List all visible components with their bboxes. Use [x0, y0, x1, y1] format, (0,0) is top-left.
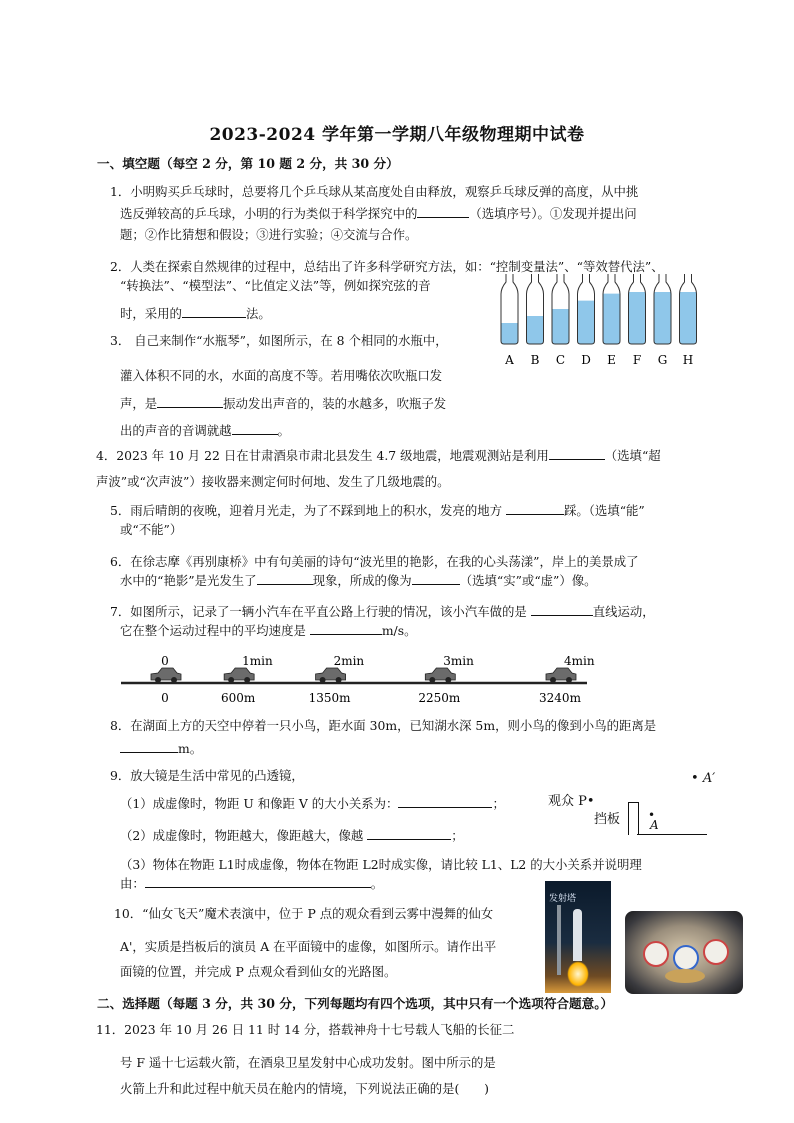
- q7-text2: 直线运动，: [592, 604, 655, 619]
- q9-answer-blank-2[interactable]: [367, 827, 451, 840]
- astronaut-2: [673, 945, 699, 971]
- rocket-launch-photo: [545, 881, 611, 993]
- point-a-dot: •: [648, 808, 656, 822]
- q4-text2: （选填“超: [604, 448, 661, 463]
- car-wheel-3-0: [429, 677, 435, 683]
- car-time-label-4: 4min: [564, 654, 595, 668]
- q6-line1: 6．在徐志摩《再别康桥》中有句美丽的诗句“波光里的艳影，在我的心头荡漾”，岸上的美景成了: [110, 554, 639, 569]
- mirror-figure: [540, 768, 720, 840]
- q9-answer-blank-3[interactable]: [145, 875, 371, 888]
- point-a-prime: • A′: [691, 771, 716, 786]
- photo-label: 发射塔: [549, 894, 577, 904]
- car-time-label-2: 2min: [333, 654, 365, 668]
- q8-text2: m。: [178, 741, 203, 756]
- q3-answer-blank-1[interactable]: [157, 395, 223, 408]
- q7-answer-blank-2[interactable]: [310, 622, 382, 635]
- car-distance-label-2: 1350m: [308, 691, 351, 705]
- point-a-label: A: [650, 818, 659, 832]
- section-1-heading: 一、填空题（每空 2 分，第 10 题 2 分，共 30 分）: [97, 156, 399, 171]
- q11-line1: 11．2023 年 10 月 26 日 11 时 14 分，搭载神舟十七号载人飞船的长征二: [96, 1022, 515, 1037]
- q7-line2: [120, 622, 417, 640]
- bottle-label-a: A: [505, 353, 514, 367]
- q2-answer-blank[interactable]: [182, 305, 246, 318]
- q5-answer-blank[interactable]: [506, 502, 564, 515]
- car-distance-label-1: 600m: [220, 691, 256, 705]
- q5-line1: [110, 502, 645, 520]
- q1-answer-blank[interactable]: [417, 205, 469, 218]
- q9-text2: ；: [492, 796, 505, 811]
- rocket-flame: [567, 961, 589, 987]
- car-marker-3: [418, 654, 474, 705]
- bottle-label-g: G: [657, 353, 668, 367]
- car-body-0: [151, 668, 181, 680]
- car-wheel-3-1: [445, 677, 451, 683]
- car-wheel-1-0: [228, 677, 234, 683]
- q1-line3: 题；②作比猜想和假设；③进行实验；④交流与合作。: [120, 227, 418, 242]
- car-wheel-4-0: [550, 677, 556, 683]
- car-wheel-0-0: [155, 677, 161, 683]
- car-wheel-2-1: [336, 677, 342, 683]
- q3-line4: [120, 422, 290, 440]
- q4-text: 4．2023 年 10 月 22 日在甘肃酒泉市肃北县发生 4.7 级地震，地震观测站是利用: [96, 448, 549, 463]
- car-time-label-0: 0: [161, 654, 169, 668]
- q5-text2: 踩。（选填“能”: [563, 503, 645, 518]
- q2-text: 时，采用的: [120, 306, 182, 321]
- viewer-label: 观众 P•: [548, 794, 595, 809]
- bottle-label-b: B: [530, 353, 540, 367]
- q10-line2: A'，实质是挡板后的演员 A 在平面镜中的虚像，如图所示。请作出平: [120, 939, 497, 954]
- launch-tower: [557, 905, 561, 975]
- q7-line1: [110, 603, 655, 621]
- q6-text3: （选填“实”或“虚”）像。: [459, 573, 597, 588]
- bottle-water-c: [552, 309, 569, 344]
- car-body-2: [316, 668, 346, 680]
- q11-line2: 号 F 遥十七运载火箭，在酒泉卫星发射中心成功发射。图中所示的是: [120, 1055, 496, 1070]
- bottle-water-f: [629, 292, 646, 344]
- car-marker-0: [151, 654, 181, 705]
- bottle-label-f: F: [632, 353, 642, 367]
- astronaut-1: [643, 941, 669, 967]
- q3-text3: 出的声音的音调就越: [120, 423, 232, 438]
- car-body-1: [224, 668, 254, 680]
- q9-line3: [120, 827, 464, 845]
- section-2-heading: 二、选择题（每题 3 分，共 30 分，下列每题均有四个选项，其中只有一个选项符合题意。）: [97, 996, 614, 1011]
- q10-line1: 10．“仙女飞天”魔术表演中，位于 P 点的观众看到云雾中漫舞的仙女: [114, 906, 494, 921]
- bottle-label-d: D: [581, 353, 591, 367]
- car-wheel-1-1: [244, 677, 250, 683]
- bottle-water-g: [654, 292, 671, 344]
- car-marker-4: [539, 654, 595, 705]
- bottle-water-b: [527, 316, 544, 344]
- q9-text: （1）成虚像时，物距 U 和像距 V 的大小关系为：: [120, 796, 399, 811]
- q3-line3: [120, 395, 446, 413]
- q4-line2: 声波”或“次声波”）接收器来测定何时何地、发生了几级地震的。: [96, 474, 450, 489]
- q6-answer-blank-1[interactable]: [257, 572, 313, 585]
- astronaut-cabin-photo: [625, 911, 743, 994]
- q7-text4: m/s。: [381, 623, 417, 638]
- q9-text4: ；: [451, 828, 464, 843]
- q2-line1: 2．人类在探索自然规律的过程中，总结出了许多科学研究方法，如：“控制变量法”、“等效替代法”、: [110, 259, 664, 274]
- q6-text: 水中的“艳影”是光发生了: [120, 573, 257, 588]
- car-distance-label-4: 3240m: [539, 691, 581, 705]
- q8-answer-blank[interactable]: [120, 740, 178, 753]
- car-distance-label-3: 2250m: [418, 691, 461, 705]
- q1-text: 选反弹较高的乒乓球，小明的行为类似于科学探究中的: [120, 206, 418, 221]
- q5-line2: 或“不能”）: [120, 522, 183, 537]
- bottle-water-a: [501, 323, 518, 344]
- bottle-label-h: H: [682, 353, 694, 367]
- bottle-a: [501, 274, 518, 367]
- car-marker-1: [221, 654, 273, 705]
- q6-text2: 现象，所成的像为: [312, 573, 412, 588]
- car-motion-figure: [115, 650, 595, 710]
- astronaut-3: [703, 939, 729, 965]
- bottle-water-d: [578, 301, 595, 344]
- board-shape: [628, 802, 639, 835]
- car-wheel-0-1: [171, 677, 177, 683]
- q9-text3: （2）成虚像时，物距越大，像距越大，像越: [120, 828, 364, 843]
- q11-line3: 火箭上升和此过程中航天员在舱内的情境，下列说法正确的是( ): [120, 1081, 489, 1096]
- q3-answer-blank-2[interactable]: [232, 422, 278, 435]
- q9-line4: （3）物体在物距 L1时成虚像，物体在物距 L2时成实像，请比较 L1、L2 的大小关系并说明理: [120, 857, 642, 872]
- bottle-e: [603, 274, 620, 367]
- q3-text4: 。: [277, 423, 290, 438]
- q9-line5: [120, 875, 383, 893]
- q8-line2: [120, 740, 202, 758]
- q3-text: 声，是: [120, 396, 158, 411]
- bottle-c: [552, 274, 569, 367]
- bottle-h: [680, 274, 697, 367]
- q6-answer-blank-2[interactable]: [412, 572, 460, 585]
- q3-text2: 振动发出声音的，装的水越多，吹瓶子发: [223, 396, 447, 411]
- q3-line2: 灌入体积不同的水，水面的高度不等。若用嘴依次吹瓶口发: [120, 368, 443, 383]
- q4-answer-blank[interactable]: [549, 447, 605, 460]
- bottle-water-e: [603, 294, 620, 344]
- bottle-f: [629, 274, 646, 367]
- bottle-label-e: E: [607, 353, 616, 367]
- q9-line1: 9．放大镜是生活中常见的凸透镜，: [110, 768, 304, 783]
- q9-answer-blank-1[interactable]: [398, 795, 492, 808]
- car-body-4: [546, 668, 576, 680]
- q2-text2: 法。: [245, 306, 271, 321]
- q9-text6: 。: [370, 876, 384, 891]
- q1-line1: 1．小明购买乒乓球时，总要将几个乒乓球从某高度处自由释放，观察乒乓球反弹的高度，从中挑: [110, 184, 639, 199]
- q1-text2: （选填序号）。①发现并提出问: [469, 206, 637, 221]
- q9-text5: 由：: [120, 876, 145, 891]
- car-time-label-1: 1min: [242, 654, 273, 668]
- board-label: 挡板: [594, 812, 621, 827]
- ground-line: [637, 834, 707, 835]
- water-bottles-figure: [493, 262, 703, 372]
- q8-line1: 8．在湖面上方的天空中停着一只小鸟，距水面 30m，已知湖水深 5m，则小鸟的像到小鸟的距离是: [110, 718, 657, 733]
- q1-line2: [120, 205, 637, 223]
- q3-line1: 3． 自己来制作“水瓶琴”，如图所示，在 8 个相同的水瓶中，: [110, 333, 448, 348]
- q5-text: 5．雨后晴朗的夜晚，迎着月光走，为了不踩到地上的积水，发亮的地方: [110, 503, 502, 518]
- car-marker-2: [309, 654, 365, 705]
- bottle-d: [578, 274, 595, 367]
- rocket-body: [573, 909, 582, 961]
- car-body-3: [425, 668, 455, 680]
- bottle-label-c: C: [555, 353, 566, 367]
- car-distance-label-0: 0: [161, 691, 169, 705]
- car-wheel-4-1: [566, 677, 572, 683]
- q2-line3: [120, 305, 271, 323]
- q4-line1: [96, 447, 661, 465]
- page-title: 2023-2024 学年第一学期八年级物理期中试卷: [209, 125, 585, 145]
- q6-line2: [120, 572, 597, 590]
- q7-text: 7．如图所示，记录了一辆小汽车在平直公路上行驶的情况，该小汽车做的是: [110, 604, 527, 619]
- bottle-g: [654, 274, 671, 367]
- q7-answer-blank-1[interactable]: [531, 603, 593, 616]
- cabin-console: [665, 969, 705, 983]
- q7-text3: 它在整个运动过程中的平均速度是: [120, 623, 306, 638]
- bottle-water-h: [680, 292, 697, 344]
- car-time-label-3: 3min: [443, 654, 474, 668]
- car-wheel-2-0: [320, 677, 326, 683]
- bottle-b: [527, 274, 544, 367]
- q10-line3: 面镜的位置，并完成 P 点观众看到仙女的光路图。: [120, 964, 397, 979]
- q9-line2: [120, 795, 505, 813]
- q2-line2: “转换法”、“模型法”、“比值定义法”等，例如探究弦的音: [120, 278, 431, 293]
